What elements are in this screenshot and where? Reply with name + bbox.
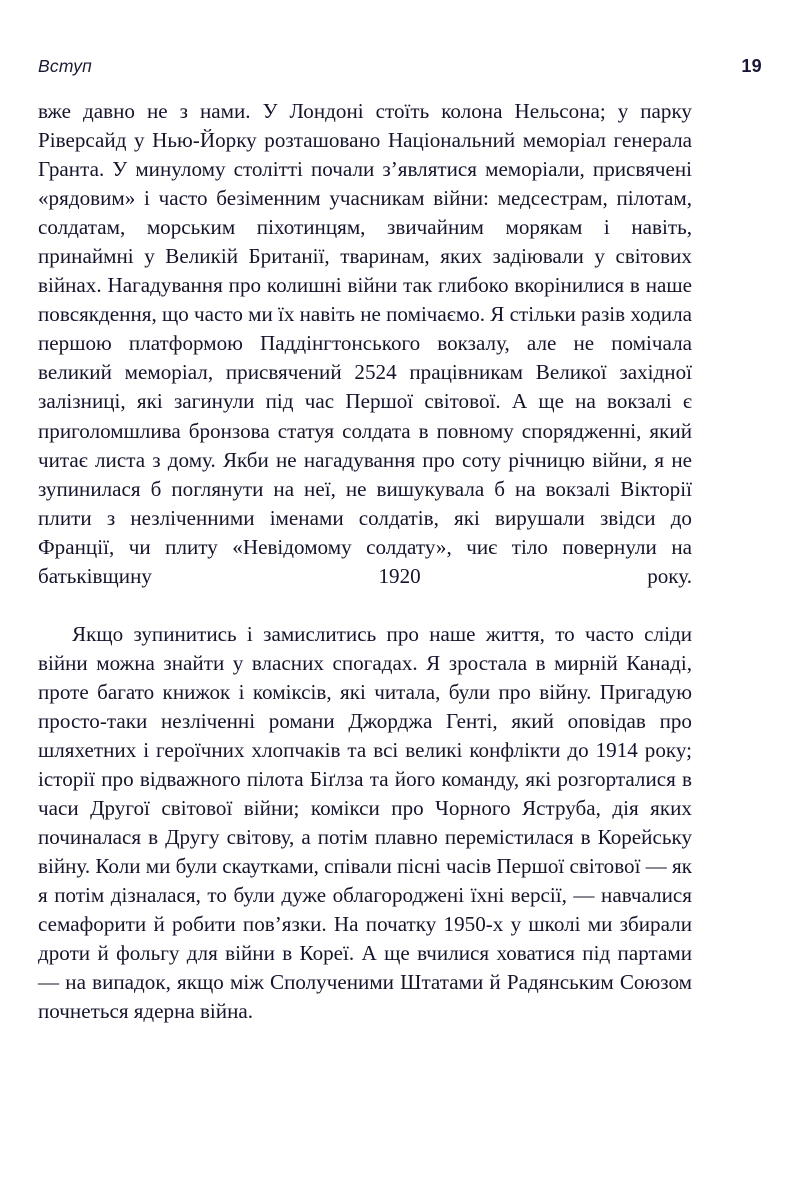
body-text-block (38, 97, 692, 1027)
paragraph-1: вже давно не з нами. У Лондоні стоїть колона Нельсона; у парку Ріверсайд у Нью-Йорку розташовано Національний меморіал генерала Гранта. У минулому столітті почали з’являтися меморіали, присвячені «рядовим» і часто безіменним учасникам війни: медсестрам, пілотам, солдатам, морським піхотинцям, звичайним морякам і навіть, принаймні у Великій Британії, тваринам, яких задіювали у світових війнах. Нагадування про колишні війни так глибоко вкорінилися в наше повсякдення, що часто ми їх навіть не помічаємо. Я стільки разів ходила першою платформою Паддінгтонського вокзалу, але не помічала великий меморіал, присвячений 2524 працівникам Великої західної залізниці, які загинули під час Першої світової. А ще на вокзалі є приголомшлива бронзова статуя солдата в повному спорядженні, який читає листа з дому. Якби не нагадування про соту річницю війни, я не зупинилася б поглянути на неї, не вишукувала б на вокзалі Вікторії плити з незліченними іменами солдатів, які вирушали звідси до Франції, чи плиту «Невідомому солдату», чиє тіло повернули на батьківщину 1920 року. (38, 99, 692, 588)
running-head-title: Вступ (38, 56, 92, 76)
page-number: 19 (741, 56, 762, 76)
running-head (38, 56, 762, 82)
paragraph-2: Якщо зупинитись і замислитись про наше життя, то часто сліди війни можна знайти у власних спогадах. Я зростала в мирній Канаді, проте багато книжок і коміксів, які читала, були про війну. Пригадую просто-таки незліченні романи Джорджа Генті, який оповідав про шляхетних і героїчних хлопчаків та всі великі конфлікти до 1914 року; історії про відважного пілота Біґлза та його команду, які розгорталися в часи Другої світової війни; комікси про Чорного Яструба, дія яких починалася в Другу світову, а потім плавно перемістилася в Корейську війну. Коли ми були скаутками, співали пісні часів Першої світової — як я потім дізналася, то були дуже облагороджені їхні версії, — навчалися семафорити й робити пов’язки. На початку 1950-х у школі ми збирали дроти й фольгу для війни в Кореї. А ще вчилися ховатися під партами — на випадок, якщо між Сполученими Штатами й Радянським Союзом почнеться ядерна війна. (38, 621, 692, 1024)
